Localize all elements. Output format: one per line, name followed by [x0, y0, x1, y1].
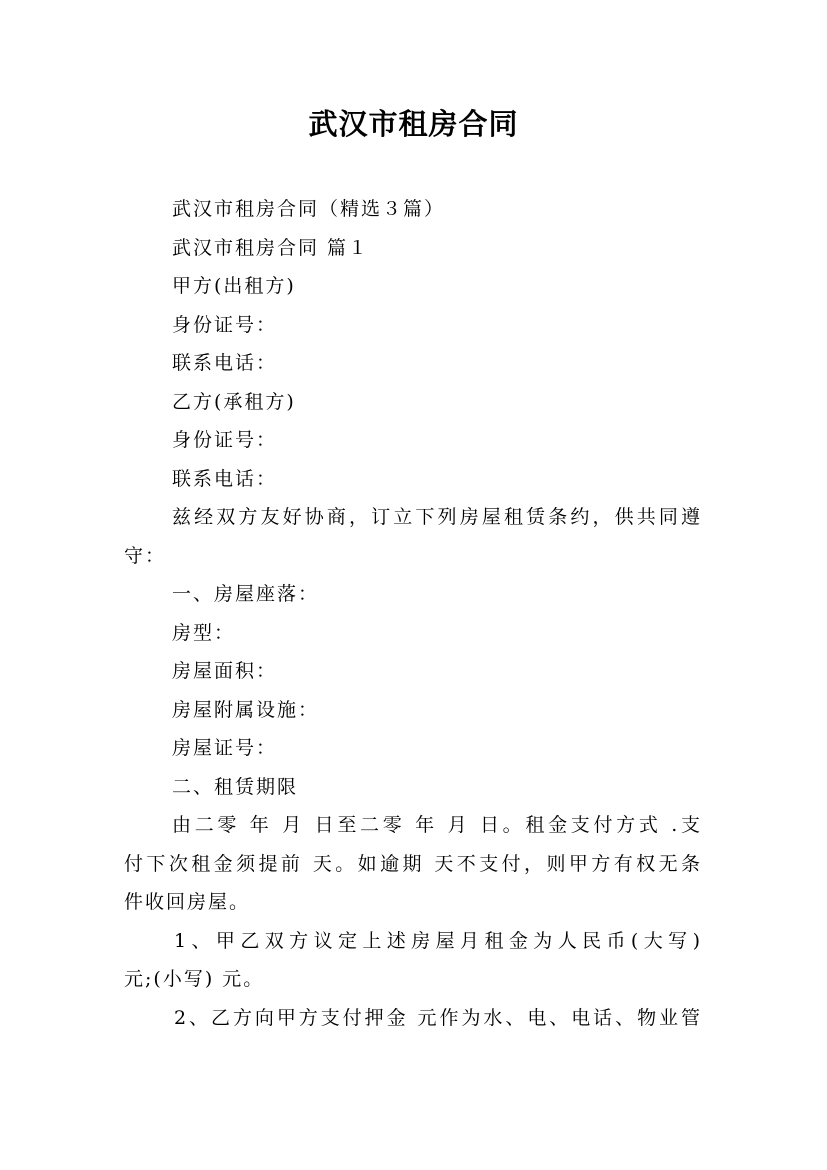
- document-body: [124, 190, 702, 1037]
- section-heading-term: 二、租赁期限: [172, 775, 299, 798]
- term-paragraph-line: 件收回房屋。: [124, 891, 251, 913]
- document-title: 武汉市租房合同: [308, 107, 519, 141]
- party-b-phone-label: 联系电话：: [172, 467, 278, 490]
- article-heading: 武汉市租房合同 篇１: [172, 236, 370, 259]
- deposit-paragraph-line: 2、乙方向甲方支付押金 元作为水、电、电话、物业管: [174, 1006, 702, 1029]
- rent-paragraph-line: 1、甲乙双方议定上述房屋月租金为人民币(大写): [174, 929, 702, 952]
- party-b-label: 乙方(承租方): [172, 390, 296, 413]
- party-b-id-label: 身份证号：: [172, 429, 278, 451]
- party-a-label: 甲方(出租方): [172, 275, 296, 297]
- rent-paragraph-line: 元;(小写) 元。: [124, 968, 265, 990]
- house-type-label: 房型：: [172, 621, 236, 644]
- agreement-paragraph-line: 兹经双方友好协商，订立下列房屋租赁条约，供共同遵: [172, 506, 702, 528]
- term-paragraph-line: 付下次租金须提前 天。如逾期 天不支付，则甲方有权无条: [124, 852, 702, 875]
- term-paragraph-line: 由二零 年 月 日至二零 年 月 日。租金支付方式 .支: [172, 814, 702, 836]
- party-a-phone-label: 联系电话：: [172, 352, 278, 374]
- house-cert-label: 房屋证号：: [172, 737, 278, 759]
- agreement-paragraph-line: 守：: [124, 544, 167, 567]
- party-a-id-label: 身份证号：: [172, 313, 278, 336]
- house-facilities-label: 房屋附属设施：: [172, 698, 320, 721]
- house-area-label: 房屋面积：: [172, 660, 278, 682]
- document-subtitle: 武汉市租房合同（精选３篇）: [172, 198, 446, 220]
- section-heading-location: 一、房屋座落：: [172, 583, 320, 605]
